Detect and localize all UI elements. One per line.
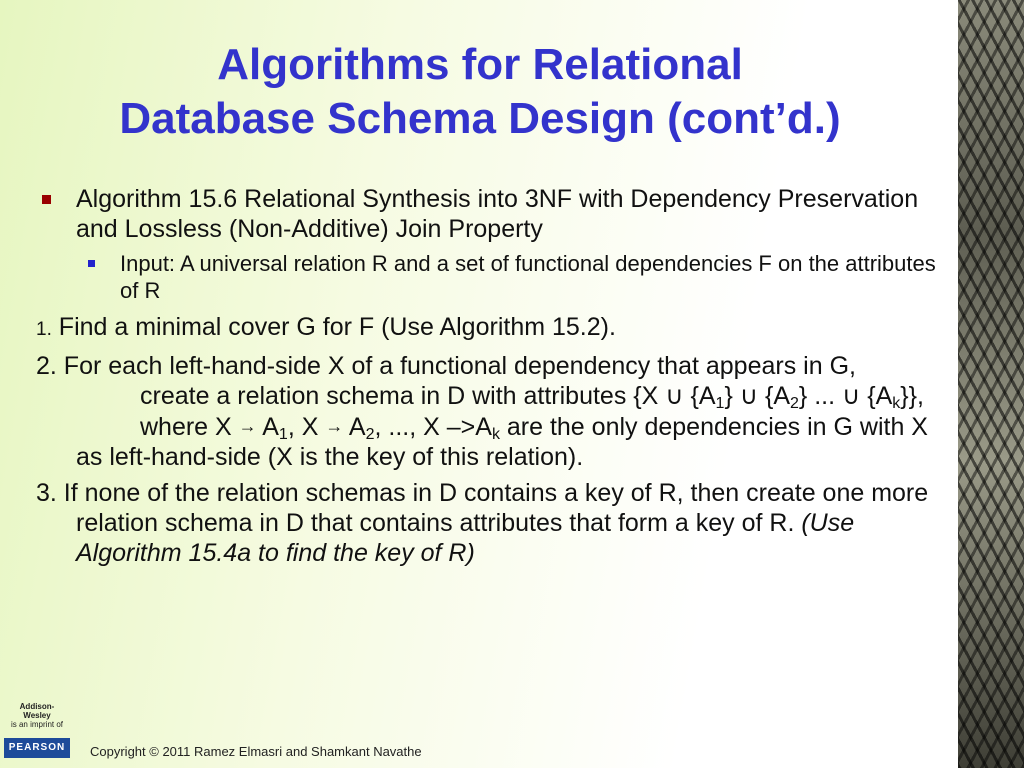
slide-body — [36, 184, 950, 574]
slide-title-line-2: Database Schema Design (cont’d.) — [119, 94, 841, 143]
square-bullet-icon — [88, 260, 95, 267]
step-2-where — [36, 411, 950, 472]
addison-wesley-logo — [6, 702, 68, 734]
subscript-1: 1 — [278, 426, 288, 443]
step-2-text: 2. For each left-hand-side X of a functional dependency that appears in G, — [36, 352, 856, 380]
step-3 — [36, 478, 950, 568]
step-2-where-text-e: , ..., X –>A — [374, 413, 492, 441]
step-2-create-text-c: } ... ∪ {A — [798, 382, 893, 410]
bullet-input-text: Input: A universal relation R and a set of functional dependencies F on the attributes of R — [120, 251, 936, 303]
arrow-icon: → — [325, 416, 344, 436]
step-2-create — [36, 381, 950, 411]
subscript-1: 1 — [715, 395, 725, 412]
arrow-icon: → — [238, 416, 257, 436]
subscript-2: 2 — [365, 426, 375, 443]
step-3-text: 3. If none of the relation schemas in D contains a key of R, then create one more relation schema in D that contains attributes that form a key of R. — [36, 479, 929, 537]
addison-wesley-logo-text: Addison-Wesley — [19, 702, 55, 720]
step-2-create-text-d: }}, — [900, 382, 924, 410]
step-1 — [36, 312, 950, 345]
step-1-number: 1. — [36, 319, 52, 340]
step-2-create-text-a: create a relation schema in D with attributes {X ∪ {A — [140, 382, 716, 410]
bullet-algorithm-text: Algorithm 15.6 Relational Synthesis into 3NF with Dependency Preservation and Lossless (Non-Additive) Join Property — [76, 185, 919, 243]
step-2-where-text-f: are the only dependencies in G with X as left-hand-side (X is the key of this relation). — [76, 413, 928, 471]
slide-title — [0, 38, 960, 146]
step-3-italic-note: (Use Algorithm 15.4a to find the key of R) — [76, 509, 855, 567]
pearson-logo: PEARSON — [4, 738, 70, 758]
subscript-k: k — [892, 395, 901, 412]
step-2-where-text-b: A — [256, 413, 279, 441]
bullet-input — [36, 250, 950, 304]
step-2-where-text-c: , X — [287, 413, 319, 441]
square-bullet-icon — [42, 195, 51, 204]
slide-title-line-1: Algorithms for Relational — [217, 40, 743, 89]
decorative-side-image — [958, 0, 1024, 768]
step-1-text: Find a minimal cover G for F (Use Algorithm 15.2). — [51, 313, 616, 341]
step-2-where-text-d: A — [343, 413, 366, 441]
bullet-algorithm — [36, 184, 950, 244]
step-2-where-text-a: where X — [140, 413, 232, 441]
subscript-2: 2 — [790, 395, 799, 412]
step-2-create-text-b: } ∪ {A — [724, 382, 791, 410]
step-2 — [36, 351, 950, 381]
imprint-text: is an imprint of — [10, 720, 64, 729]
copyright-text: Copyright © 2011 Ramez Elmasri and Shamkant Navathe — [90, 744, 422, 759]
subscript-k: k — [491, 426, 500, 443]
